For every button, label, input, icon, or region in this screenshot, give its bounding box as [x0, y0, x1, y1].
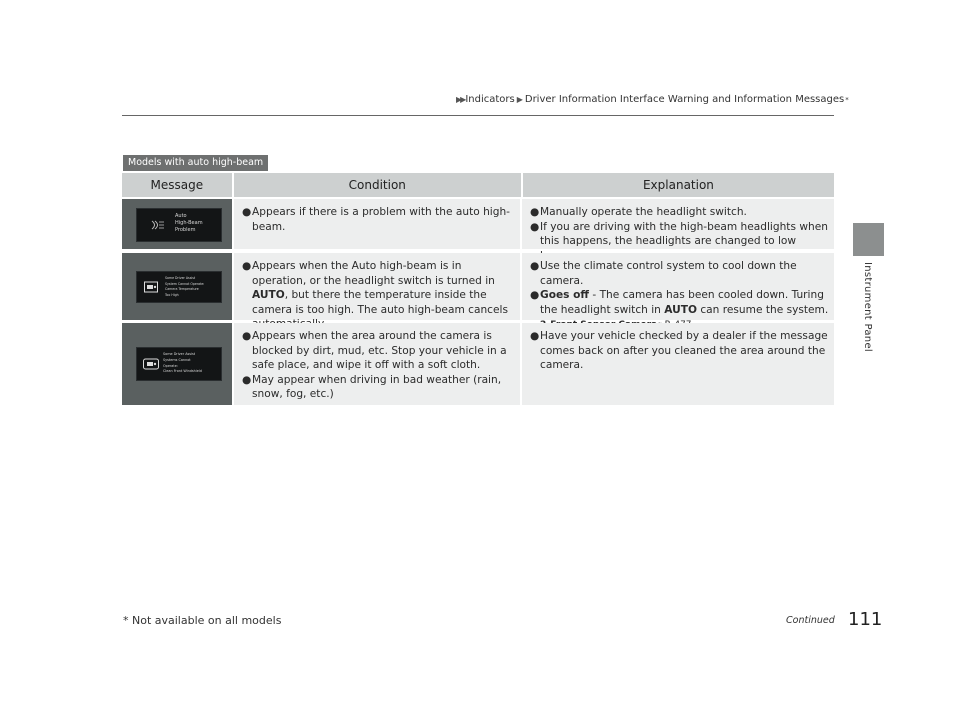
continued-label: Continued — [786, 615, 835, 626]
list-item — [242, 373, 514, 402]
condition-text: Appears when the area around the camera is blocked by dirt, mud, etc. Stop your vehicle in a safe place, and wipe it off with a soft cloth. — [252, 330, 507, 371]
column-header-condition: Condition — [232, 173, 521, 197]
bullet-icon: ● — [530, 206, 540, 218]
header-divider — [122, 115, 834, 116]
explanation-cell — [520, 199, 834, 249]
table-row — [122, 199, 834, 249]
auto-keyword: AUTO — [664, 303, 697, 316]
message-cell — [122, 253, 232, 320]
bullet-icon: ● — [530, 260, 540, 272]
model-applicability-tag: Models with auto high-beam — [123, 155, 268, 171]
list-item — [242, 329, 514, 373]
message-cell — [122, 199, 232, 249]
footnote: * Not available on all models — [123, 614, 282, 627]
explanation-text: If you are driving with the high-beam headlights when this happens, the headlights are changed to low — [540, 220, 828, 247]
breadcrumb — [455, 94, 849, 105]
table-row — [122, 253, 834, 320]
bullet-icon: ● — [242, 373, 252, 386]
breadcrumb-arrow-icon: ▶ — [516, 95, 523, 104]
explanation-text: Have your vehicle checked by a dealer if the message comes back on after you cleaned the area around the camera. — [540, 330, 828, 371]
goes-off-keyword: Goes off — [540, 289, 590, 301]
bullet-icon: ● — [242, 206, 252, 218]
condition-text: Appears when the Auto high-beam is in operation, or the headlight switch is turned in AUTO, but there the temperature inside the camera is too high. The auto high-beam cancels — [252, 260, 508, 316]
column-header-message: Message — [150, 178, 204, 192]
column-header-explanation: Explanation — [521, 173, 834, 197]
bullet-icon: ● — [242, 330, 252, 342]
display-screen-text: Auto High-Beam Problem — [175, 213, 203, 233]
breadcrumb-item-messages[interactable]: Driver Information Interface Warning and Information Messages — [524, 94, 845, 105]
section-tab — [853, 223, 884, 256]
list-item — [242, 205, 514, 234]
auto-keyword: AUTO — [252, 289, 285, 301]
explanation-text: Use the climate control system to cool down the camera. — [540, 260, 797, 287]
explanation-text: Goes off - The camera has been cooled down. Turing the headlight switch in AUTO can resume the system. — [540, 289, 829, 316]
table-header — [122, 173, 834, 197]
list-item — [530, 329, 830, 373]
explanation-text: Manually operate the headlight switch. — [540, 206, 747, 218]
list-item — [242, 259, 514, 332]
breadcrumb-item-indicators[interactable]: Indicators — [465, 94, 515, 105]
display-screen-text: Some Driver Assist Systems Cannot Operate: Clean Front Windshield — [163, 352, 202, 374]
condition-text: Appears if there is a problem with the auto high-beam. — [252, 206, 510, 233]
camera-icon — [144, 281, 158, 293]
message-cell — [122, 323, 232, 405]
section-tab-label: Instrument Panel — [862, 262, 873, 352]
table-row — [122, 323, 834, 405]
bullet-icon: ● — [530, 220, 540, 233]
breadcrumb-asterisk: * — [845, 95, 849, 104]
condition-cell — [232, 323, 520, 405]
list-item — [530, 288, 830, 317]
bullet-icon: ● — [530, 330, 540, 342]
auto-high-beam-icon — [150, 219, 166, 231]
display-screen-image — [136, 271, 222, 303]
list-item — [530, 259, 830, 288]
display-screen-image — [136, 208, 222, 242]
bullet-icon: ● — [242, 260, 252, 272]
explanation-cell — [520, 323, 834, 405]
page-number: 111 — [848, 609, 883, 630]
display-screen-text: Some Driver Assist System Cannot Operate: Camera Temperature Too High — [165, 276, 205, 297]
bullet-icon: ● — [530, 289, 540, 301]
windshield-camera-icon — [143, 358, 159, 370]
display-screen-image — [136, 347, 222, 381]
list-item — [530, 205, 830, 220]
breadcrumb-arrow-icon: ▶▶ — [456, 95, 465, 104]
condition-text: May appear when driving in bad weather (rain, snow, fog, etc.) — [252, 373, 502, 400]
condition-cell — [232, 253, 520, 320]
condition-cell — [232, 199, 520, 249]
explanation-cell — [520, 253, 834, 320]
